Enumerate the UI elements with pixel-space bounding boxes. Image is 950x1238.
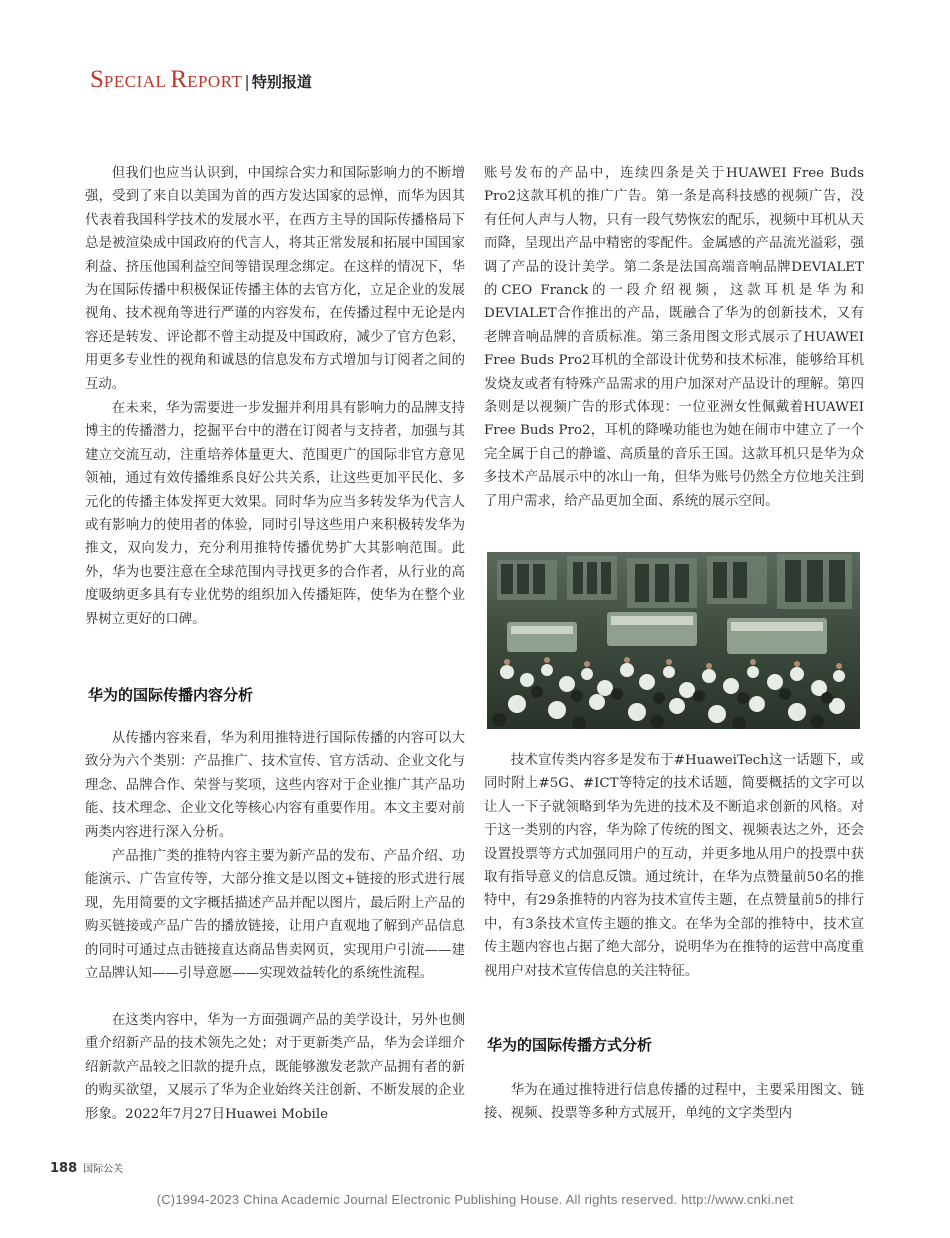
left-paragraph-5: 在这类内容中，华为一方面强调产品的美学设计，另外也侧重介绍新产品的技术领先之处；对于更新类产品，华为会详细介绍新款产品较之旧款的提升点，既能够激发老款产品拥有者的新的购买欲望，又展示了华为企业始终关注创新、不断发展的企业形象。2022年7月27日Huawei Mobile <box>85 1013 465 1122</box>
header-eport: EPORT <box>187 72 243 91</box>
right-paragraph-1: 账号发布的产品中，连续四条是关于HUAWEI Free Buds Pro2这款耳机的推广广告。第一条是高科技感的视频广告，没有任何人声与人物，只有一段气势恢宏的配乐，视频中耳机从天而降，呈现出产品中精密的零配件。金属感的产品流光溢彩，强调了产品的设计美学。第二条是法国高端音响品牌DEVIALET的CEO Franck的一段介绍视频，这款耳机是华为和DEVIALET合作推出的产品，既融合了华为的创新技术，又有老牌音响品牌的音质标准。第三条用图文形式展示了HUAWEI Free Buds Pro2耳机的全部设计优势和技术标准，能够给耳机发烧友或者有特殊产品需求的用户加深对产品设计的理解。第四条则是以视频广告的形式体现：一位亚洲女性佩戴着HUAWEI Free Buds Pro2，耳机的降噪功能也为她在闹市中建立了一个完全属于自己的静谧、高质量的音乐王国。这款耳机只是华为众多技术产品展示中的冰山一角，但华为账号仍然全方位地关注到了用户需求，给产品更加全面、系统的展示空间。 <box>484 166 864 509</box>
header-pecial: PECIAL <box>103 72 167 91</box>
header-r-letter: R <box>170 66 188 93</box>
page-footer <box>50 1160 123 1176</box>
copyright-line: (C)1994-2023 China Academic Journal Electronic Publishing House. All rights reserved. http://www.cnki.net <box>156 1192 794 1207</box>
right-paragraph-2: 技术宣传类内容多是发布于#HuaweiTech这一话题下，或同时附上#5G、#ICT等特定的技术话题，简要概括的文字可以让人一下子就领略到华为先进的技术及不断追求创新的风格。对于这一类别的内容，华为除了传统的图文、视频表达之外，还会设置投票等方式加强同用户的互动，并更多地从用户的投票中获取有指导意义的信息反馈。通过统计，在华为点赞量前50名的推特中，有29条推特的内容为技术宣传主题，在点赞量前5的排行中，有3条技术宣传主题的推文。在华为全部的推特中，技术宣传主题内容也占据了绝大部分，说明华为在推特的运营中高度重视用户对技术宣传信息的关注特征。 <box>484 753 864 979</box>
header-section-title: 特别报道 <box>251 73 312 91</box>
header-separator: | <box>244 72 250 91</box>
left-paragraph-4: 产品推广类的推特内容主要为新产品的发布、产品介绍、功能演示、广告宣传等，大部分推文是以图文+链接的形式进行展现，先用简要的文字概括描述产品并配以图片，最后附上产品的购买链接或产品广告的播放链接，让用户直观地了解到产品信息的同时可通过点击链接直达商品售卖网页，实现用户引流——建立品牌认知——引导意愿——实现效益转化的系统性流程。 <box>85 849 465 982</box>
trading-floor-photo <box>487 552 860 729</box>
running-header <box>90 66 312 96</box>
section-heading-content-analysis: 华为的国际传播内容分析 <box>88 686 254 704</box>
right-paragraph-3: 华为在通过推特进行信息传播的过程中，主要采用图文、链接、视频、投票等多种方式展开，单纯的文字类型内 <box>484 1083 864 1122</box>
left-paragraph-1: 但我们也应当认识到，中国综合实力和国际影响力的不断增强，受到了来自以美国为首的西方发达国家的忌惮，而华为因其代表着我国科学技术的发展水平，在西方主导的国际传播格局下总是被渲染成中国政府的代言人，将其正常发展和拓展中国国家利益、挤压他国利益空间等错误理念绑定。在这样的情况下，华为在国际传播中积极保证传播主体的去官方化，立足企业的发展视角、技术视角等进行严谨的内容发布，在传播过程中无论是内容还是转发、评论都不曾主动提及中国政府，减少了官方色彩，用更多专业性的视角和诚恳的信息发布方式增加与订阅者之间的互动。 <box>85 166 465 392</box>
section-heading-method-analysis: 华为的国际传播方式分析 <box>487 1036 653 1054</box>
header-s-letter: S <box>90 66 104 93</box>
footer-section-label: 国际公关 <box>83 1164 124 1175</box>
left-paragraph-2: 在未来，华为需要进一步发掘并利用具有影响力的品牌支持博主的传播潜力，挖掘平台中的潜在订阅者与支持者，加强与其建立交流互动，注重培养体量更大、范围更广的国际非官方意见领袖，通过有效传播维系良好公共关系，让这些更加平民化、多元化的传播主体发挥更大效果。同时华为应当多转发华为代言人或有影响力的使用者的体验，同时引导这些用户来积极转发华为推文，双向发力，充分利用推特传播优势扩大其影响范围。此外，华为也要注意在全球范围内寻找更多的合作者，从行业的高度吸纳更多具有专业优势的组织加入传播矩阵，使华为在整个业界树立更好的口碑。 <box>85 401 465 627</box>
left-paragraph-3: 从传播内容来看，华为利用推特进行国际传播的内容可以大致分为六个类别：产品推广、技术宣传、官方活动、企业文化与理念、品牌合作、荣誉与奖项，这些内容对于企业推广其产品功能、技术理念、企业文化等核心内容有重要作用。本文主要对前两类内容进行深入分析。 <box>85 731 465 840</box>
page-number: 188 <box>50 1161 78 1176</box>
